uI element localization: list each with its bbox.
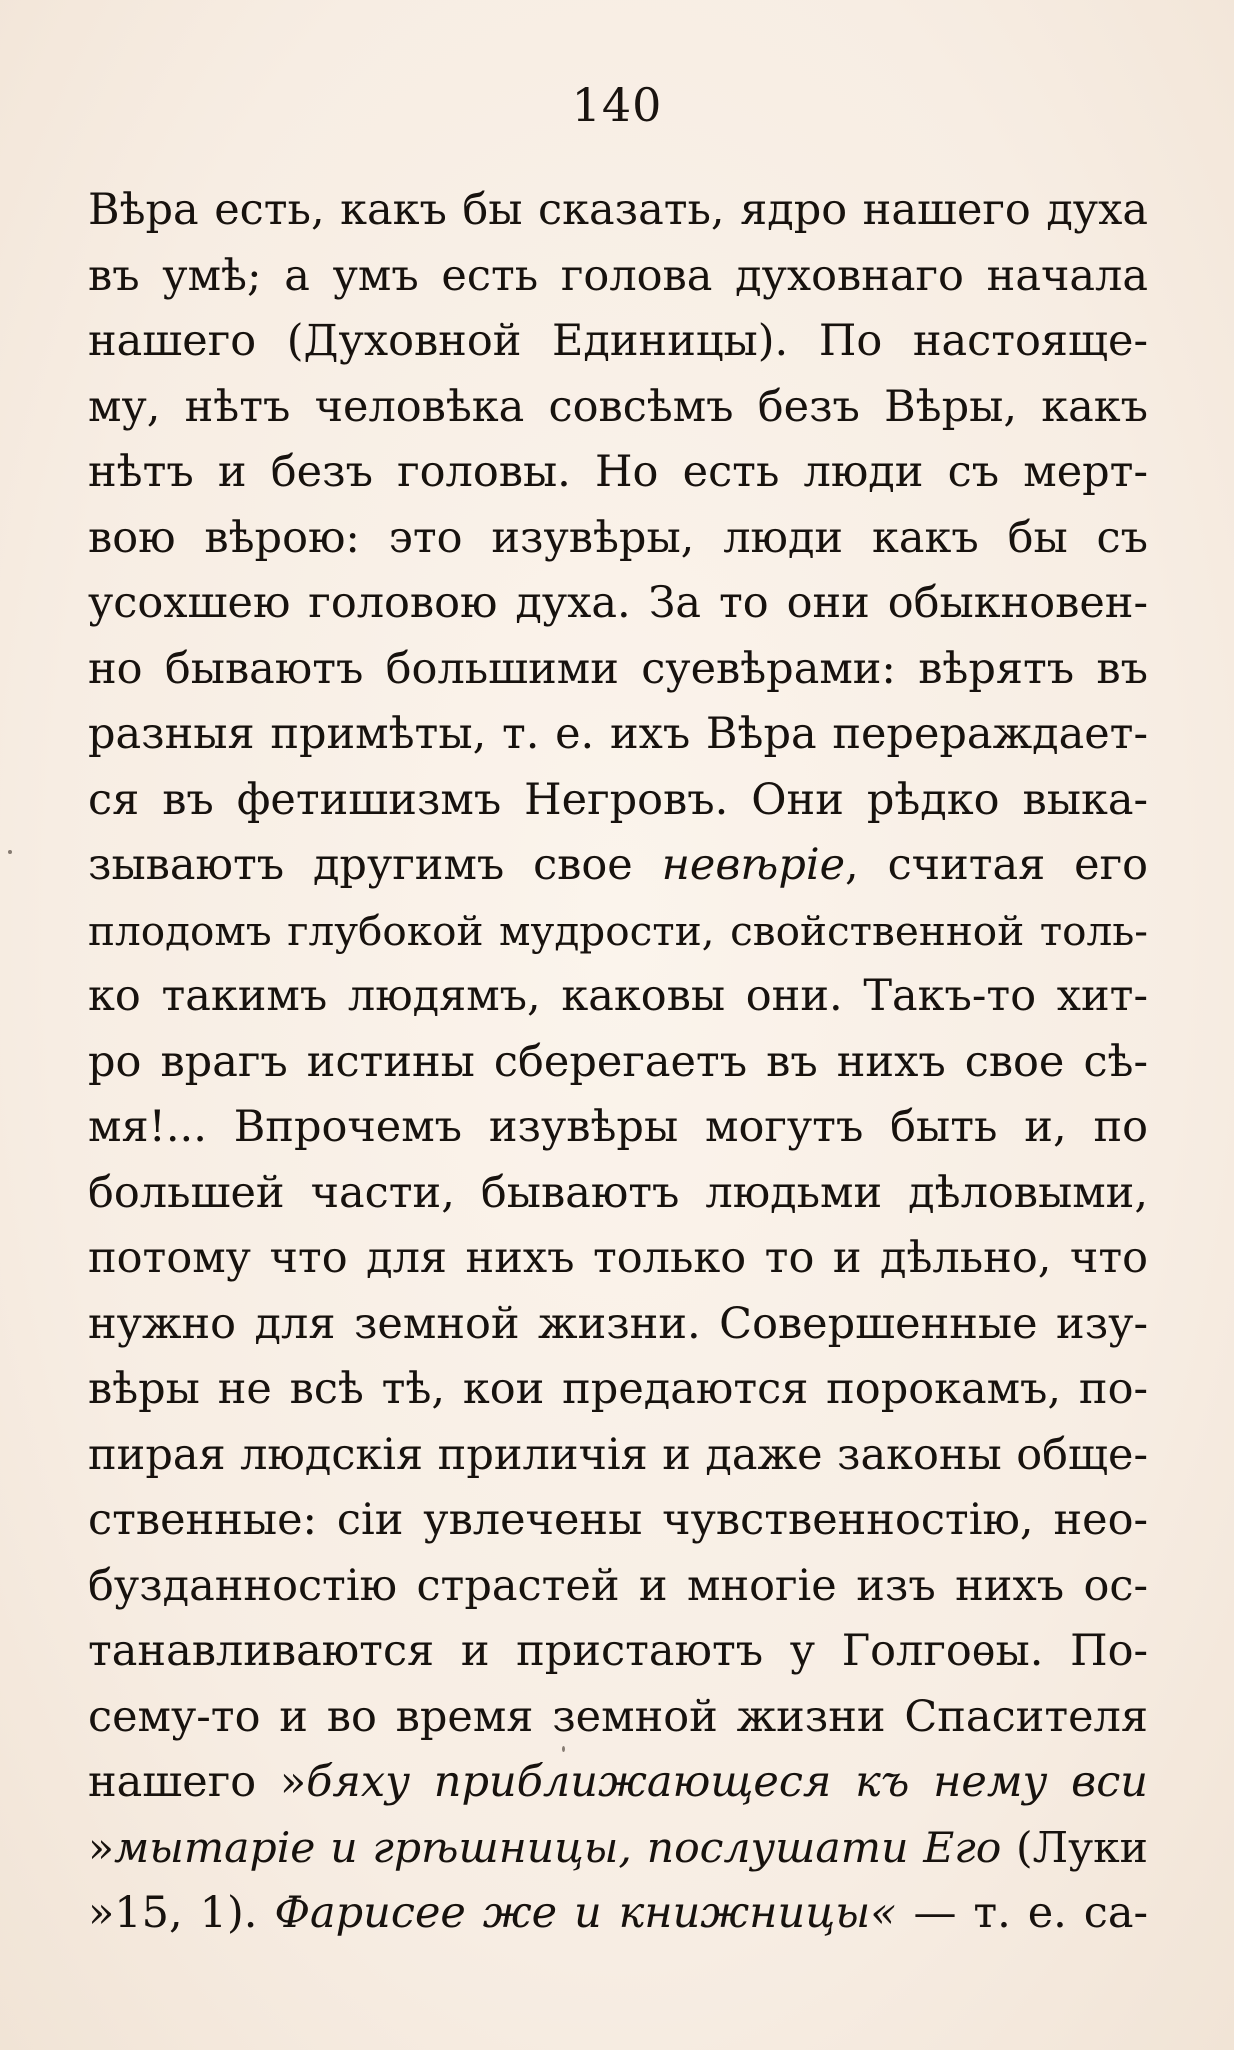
text-line: [88, 1881, 1148, 1947]
text-segment: нѣтъ и безъ головы. Но есть люди съ мерт-: [88, 447, 1148, 497]
text-segment: вою вѣрою: это изувѣры, люди какъ бы съ: [88, 512, 1148, 563]
text-line: [88, 178, 1148, 244]
body-text: [88, 178, 1148, 1947]
ink-speck: [8, 850, 12, 854]
text-line: [88, 1226, 1148, 1292]
text-line: [88, 440, 1148, 506]
text-segment: сему-то и во время земной жизни Спасителя: [88, 1691, 1148, 1742]
text-line: [88, 506, 1148, 572]
text-segment: ственные: сіи увлечены чувственностію, нео-: [88, 1495, 1148, 1545]
text-line: [88, 1423, 1148, 1489]
text-segment: »: [88, 1823, 115, 1873]
text-line: [88, 1750, 1148, 1816]
text-line: [88, 1292, 1148, 1358]
text-segment: ро врагъ истины сберегаетъ въ нихъ свое сѣ-: [88, 1036, 1148, 1087]
text-line: [88, 964, 1148, 1030]
text-line: [88, 1095, 1148, 1161]
text-line: [88, 1161, 1148, 1227]
text-segment: бузданностію страстей и многіе изъ нихъ ос-: [88, 1560, 1148, 1611]
text-segment: пирая людскія приличія и даже законы обще-: [88, 1429, 1148, 1480]
italic-text: невѣріе: [661, 840, 846, 890]
text-line: [88, 1488, 1148, 1554]
text-line: [88, 1619, 1148, 1685]
text-segment: ко такимъ людямъ, каковы они. Такъ-то хит-: [88, 971, 1148, 1021]
italic-text: бяху приближающеся къ нему вси: [306, 1757, 1148, 1807]
text-line: [88, 1357, 1148, 1423]
text-line: [88, 833, 1148, 899]
text-line: [88, 1816, 1148, 1882]
text-segment: танавливаются и пристаютъ у Голгоѳы. По-: [88, 1626, 1148, 1676]
text-line: [88, 1554, 1148, 1620]
text-line: [88, 1685, 1148, 1751]
page-number: 140: [571, 78, 663, 132]
text-line: [88, 702, 1148, 768]
text-segment: плодомъ глубокой мудрости, свойственной толь-: [88, 906, 1148, 955]
text-segment: потому что для нихъ только то и дѣльно, что: [88, 1233, 1148, 1283]
text-line: [88, 768, 1148, 834]
text-segment: , считая его: [845, 840, 1148, 890]
text-segment: нашего »: [88, 1757, 307, 1807]
text-segment: (Луки: [1001, 1823, 1148, 1873]
text-line: [88, 899, 1148, 965]
text-segment: му, нѣтъ человѣка совсѣмъ безъ Вѣры, какъ: [88, 381, 1148, 432]
text-segment: большей части, бываютъ людьми дѣловыми,: [88, 1167, 1148, 1218]
text-line: [88, 244, 1148, 310]
text-line: [88, 637, 1148, 703]
text-segment: ся въ фетишизмъ Негровъ. Они рѣдко выка-: [88, 774, 1148, 825]
text-segment: Вѣра есть, какъ бы сказать, ядро нашего духа: [88, 185, 1148, 235]
text-segment: въ умѣ; а умъ есть голова духовнаго начала: [88, 250, 1148, 301]
text-segment: вѣры не всѣ тѣ, кои предаются порокамъ, по-: [88, 1364, 1148, 1414]
text-segment: разныя примѣты, т. е. ихъ Вѣра перераждает-: [88, 709, 1148, 759]
ink-speck: [562, 1746, 565, 1752]
text-segment: зываютъ другимъ свое: [88, 840, 662, 890]
text-line: [88, 571, 1148, 637]
italic-text: мытаріе и грѣшницы, послушати Его: [114, 1823, 1002, 1873]
text-line: [88, 309, 1148, 375]
text-segment: — т. е. са-: [896, 1888, 1148, 1938]
text-segment: мя!... Впрочемъ изувѣры могутъ быть и, по: [88, 1102, 1148, 1152]
italic-text: Фарисее же и книжницы«: [274, 1888, 897, 1938]
text-segment: нашего (Духовной Единицы). По настояще-: [88, 316, 1148, 366]
text-segment: нужно для земной жизни. Совершенные изу-: [88, 1298, 1148, 1349]
text-segment: но бываютъ большими суевѣрами: вѣрятъ въ: [88, 643, 1148, 694]
text-segment: усохшею головою духа. За то они обыкновен-: [88, 578, 1148, 628]
text-line: [88, 1030, 1148, 1096]
text-line: [88, 375, 1148, 441]
text-segment: »15, 1).: [88, 1888, 275, 1938]
